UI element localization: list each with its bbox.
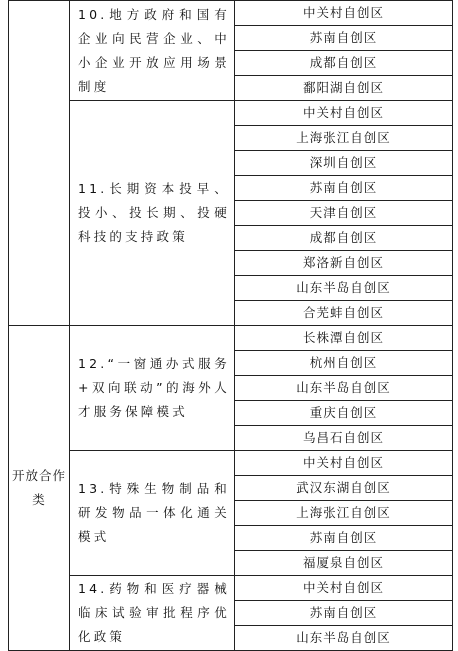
policy-cell-14: 14.药物和医疗器械临床试验审批程序优化政策: [70, 576, 235, 651]
category-cell-continued: [9, 1, 70, 326]
zone-cell: 福厦泉自创区: [235, 551, 453, 576]
zone-cell: 中关村自创区: [235, 451, 453, 476]
zone-cell: 山东半岛自创区: [235, 626, 453, 651]
zone-cell: 杭州自创区: [235, 351, 453, 376]
zone-cell: 乌昌石自创区: [235, 426, 453, 451]
table-row: [9, 576, 453, 601]
zone-cell: 成都自创区: [235, 226, 453, 251]
zone-cell: 郑洛新自创区: [235, 251, 453, 276]
zone-cell: 重庆自创区: [235, 401, 453, 426]
zone-cell: 苏南自创区: [235, 176, 453, 201]
zone-cell: 深圳自创区: [235, 151, 453, 176]
policy-cell-11: 11.长期资本投早、投小、投长期、投硬科技的支持政策: [70, 101, 235, 326]
zone-cell: 鄱阳湖自创区: [235, 76, 453, 101]
table-row: [9, 1, 453, 26]
zone-cell: 上海张江自创区: [235, 126, 453, 151]
policy-cell-10: 10.地方政府和国有企业向民营企业、中小企业开放应用场景制度: [70, 1, 235, 101]
zone-cell: 中关村自创区: [235, 101, 453, 126]
zone-cell: 山东半岛自创区: [235, 276, 453, 301]
zone-cell: 苏南自创区: [235, 526, 453, 551]
table-row: [9, 451, 453, 476]
policy-cell-13: 13.特殊生物制品和研发物品一体化通关模式: [70, 451, 235, 576]
zone-cell: 中关村自创区: [235, 576, 453, 601]
zone-cell: 中关村自创区: [235, 1, 453, 26]
zone-cell: 合芜蚌自创区: [235, 301, 453, 326]
zone-cell: 武汉东湖自创区: [235, 476, 453, 501]
zone-cell: 成都自创区: [235, 51, 453, 76]
zone-cell: 天津自创区: [235, 201, 453, 226]
zone-cell: 苏南自创区: [235, 26, 453, 51]
policy-cell-12: 12.“一窗通办式服务+双向联动”的海外人才服务保障模式: [70, 326, 235, 451]
table-row: [9, 101, 453, 126]
table-row: [9, 326, 453, 351]
zone-cell: 长株潭自创区: [235, 326, 453, 351]
zone-cell: 山东半岛自创区: [235, 376, 453, 401]
zone-cell: 上海张江自创区: [235, 501, 453, 526]
category-cell-open-cooperation: 开放合作类: [9, 326, 70, 651]
policy-zone-table: [8, 0, 453, 651]
zone-cell: 苏南自创区: [235, 601, 453, 626]
